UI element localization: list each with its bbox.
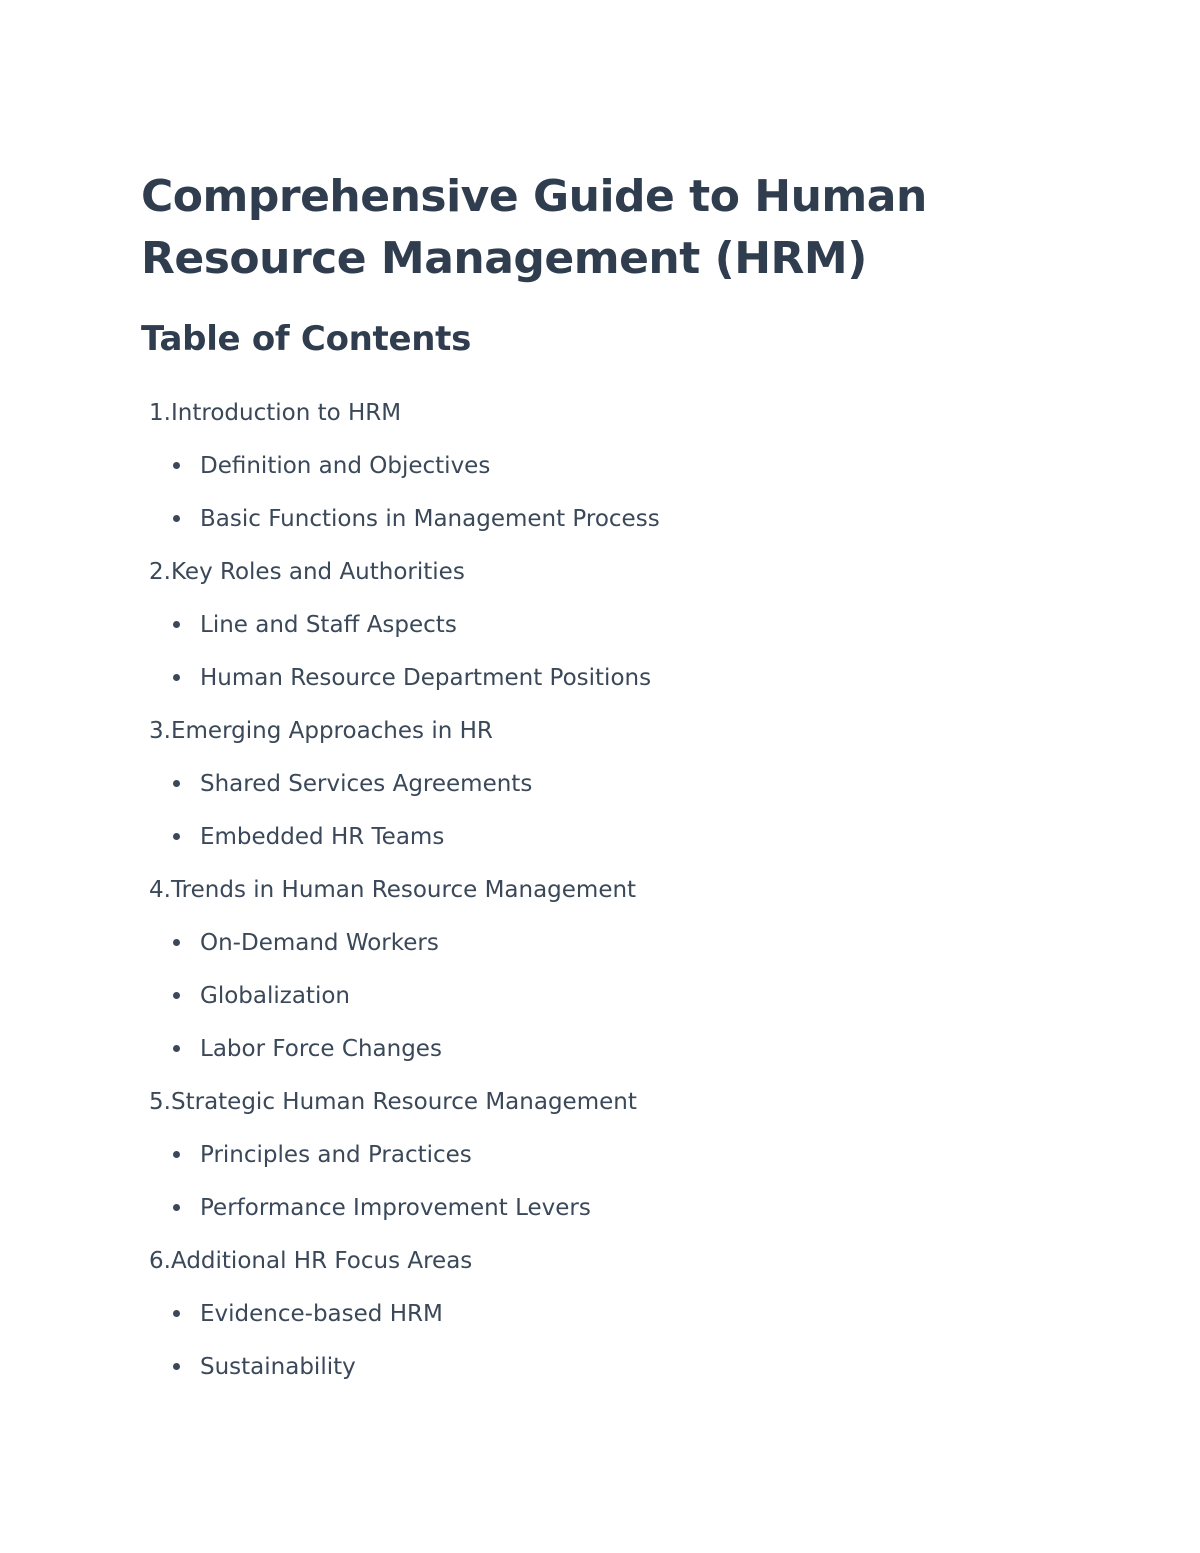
toc-section [141,1075,1041,1234]
bullet-icon [173,462,180,469]
bullet-icon [173,674,180,681]
bullet-icon [173,833,180,840]
toc-item [141,1234,1041,1287]
toc-subitem-label: Sustainability [200,1353,356,1380]
toc-section [141,545,1041,704]
toc-item-number: 4. [149,876,171,903]
bullet-icon [173,621,180,628]
toc-subitem [141,1340,1041,1393]
toc-item-number: 5. [149,1088,171,1115]
toc-section [141,704,1041,863]
toc-item-number: 1. [149,399,171,426]
toc-subitem [141,916,1041,969]
toc-subitem-label: Shared Services Agreements [200,770,533,797]
toc-subitem [141,1287,1041,1340]
bullet-icon [173,1045,180,1052]
bullet-icon [173,1310,180,1317]
bullet-icon [173,992,180,999]
toc-subitem [141,757,1041,810]
toc-subitem [141,969,1041,1022]
bullet-icon [173,515,180,522]
toc-item [141,1075,1041,1128]
toc-section [141,386,1041,545]
document-title: Comprehensive Guide to Human Resource Management (HRM) [141,171,927,284]
toc-subitem-label: Line and Staff Aspects [200,611,457,638]
toc-subitem [141,492,1041,545]
toc-item [141,386,1041,439]
toc-item-label: Additional HR Focus Areas [171,1247,473,1274]
toc-subitem-label: Principles and Practices [200,1141,472,1168]
toc-subitem-label: Labor Force Changes [200,1035,442,1062]
toc-subitem-label: Definition and Objectives [200,452,491,479]
toc-item-label: Trends in Human Resource Management [171,876,637,903]
bullet-icon [173,1204,180,1211]
toc-subitem-label: Basic Functions in Management Process [200,505,660,532]
toc-item-label: Introduction to HRM [171,399,402,426]
toc-subitem [141,598,1041,651]
toc-subitem-label: Performance Improvement Levers [200,1194,591,1221]
table-of-contents [141,386,1041,1393]
bullet-icon [173,939,180,946]
toc-subitem-label: Globalization [200,982,350,1009]
toc-subitem [141,439,1041,492]
toc-subitem [141,1181,1041,1234]
toc-heading: Table of Contents [141,319,472,359]
toc-subitem-label: Evidence-based HRM [200,1300,443,1327]
bullet-icon [173,1151,180,1158]
toc-item-label: Key Roles and Authorities [171,558,465,585]
toc-item [141,704,1041,757]
toc-subitem-label: Embedded HR Teams [200,823,445,850]
toc-item [141,863,1041,916]
toc-subitem-label: Human Resource Department Positions [200,664,652,691]
toc-item-label: Strategic Human Resource Management [171,1088,637,1115]
toc-subitem [141,810,1041,863]
toc-subitem [141,1022,1041,1075]
toc-section [141,1234,1041,1393]
toc-item [141,545,1041,598]
toc-section [141,863,1041,1075]
toc-subitem [141,651,1041,704]
toc-item-number: 3. [149,717,171,744]
toc-subitem-label: On-Demand Workers [200,929,439,956]
toc-item-number: 2. [149,558,171,585]
bullet-icon [173,1363,180,1370]
toc-item-number: 6. [149,1247,171,1274]
bullet-icon [173,780,180,787]
toc-subitem [141,1128,1041,1181]
toc-item-label: Emerging Approaches in HR [171,717,493,744]
